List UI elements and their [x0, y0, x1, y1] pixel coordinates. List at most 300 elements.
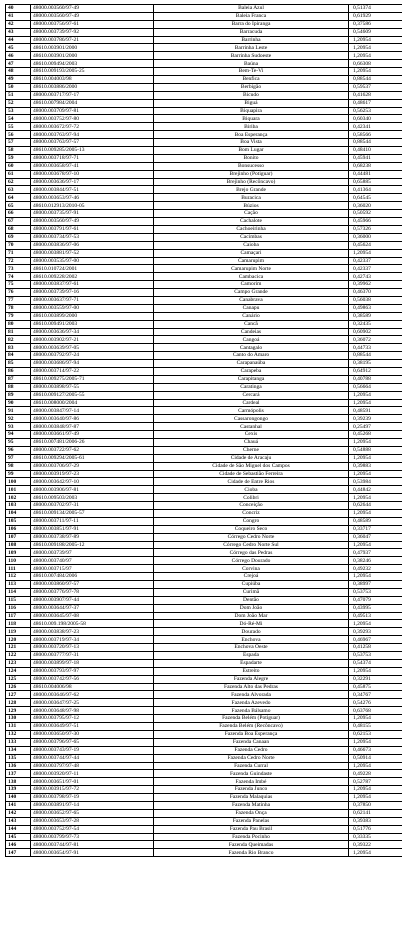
table-row [6, 438, 402, 446]
field-name-cell: Córrego das Pedras [154, 549, 349, 557]
row-number-cell: 85 [6, 360, 31, 368]
process-number-cell: 48000.003717/97-17 [31, 91, 154, 99]
table-row [6, 667, 402, 675]
table-row [6, 367, 402, 375]
table-row [6, 147, 402, 155]
process-number-cell: 48610.003901/2000 [31, 52, 154, 60]
process-number-cell: 48000.003718/97-71 [31, 154, 154, 162]
factor-value-cell: 0,42337 [349, 257, 402, 265]
table-row [6, 794, 402, 802]
row-number-cell: 66 [6, 210, 31, 218]
table-row [6, 841, 402, 849]
table-row [6, 52, 402, 60]
row-number-cell: 110 [6, 557, 31, 565]
row-number-cell: 130 [6, 715, 31, 723]
table-row [6, 620, 402, 628]
field-name-cell: Cidade de Entre Rios [154, 478, 349, 486]
table-row [6, 123, 402, 131]
process-number-cell: 48000.003702/97-31 [31, 502, 154, 510]
table-row [6, 186, 402, 194]
field-name-cell: Benfica [154, 76, 349, 84]
process-number-cell: 48000.003891/97-14 [31, 801, 154, 809]
process-number-cell: 48000.003763/97-94 [31, 131, 154, 139]
factor-value-cell: 1,20954 [349, 391, 402, 399]
field-name-cell: Cachalote [154, 218, 349, 226]
row-number-cell: 121 [6, 644, 31, 652]
row-number-cell: 135 [6, 754, 31, 762]
field-name-cell: Cachoeirinha [154, 225, 349, 233]
factor-value-cell: 1,20954 [349, 52, 402, 60]
table-row [6, 273, 402, 281]
row-number-cell: 46 [6, 52, 31, 60]
document-page [5, 4, 397, 857]
process-number-cell: 48000.003919/97-23 [31, 470, 154, 478]
field-name-cell: Bonsucesso [154, 162, 349, 170]
field-name-cell: Enchova [154, 636, 349, 644]
process-number-cell: 48000.003711/97-11 [31, 517, 154, 525]
row-number-cell: 57 [6, 139, 31, 147]
process-number-cell: 48000.003735/97-91 [31, 210, 154, 218]
table-row [6, 178, 402, 186]
factor-value-cell: 0,54888 [349, 446, 402, 454]
table-row [6, 486, 402, 494]
factor-value-cell: 0,39293 [349, 628, 402, 636]
process-number-cell: 48000.003847/97-14 [31, 407, 154, 415]
factor-value-cell: 1,20954 [349, 494, 402, 502]
factor-value-cell: 0,38195 [349, 360, 402, 368]
row-number-cell: 92 [6, 415, 31, 423]
factor-value-cell: 1,20954 [349, 541, 402, 549]
table-row [6, 541, 402, 549]
factor-value-cell: 0,49232 [349, 565, 402, 573]
factor-value-cell: 0,62153 [349, 730, 402, 738]
process-number-cell: 48000.003636/97-17 [31, 178, 154, 186]
field-name-cell: Concriz [154, 510, 349, 518]
process-number-cell: 48000.003744/97-44 [31, 754, 154, 762]
table-row [6, 344, 402, 352]
process-number-cell: 48000.003649/97-51 [31, 723, 154, 731]
process-number-cell: 48000.003646/97-62 [31, 691, 154, 699]
table-row [6, 683, 402, 691]
field-name-cell: Canabrava [154, 296, 349, 304]
table-row [6, 573, 402, 581]
factor-value-cell: 1,20954 [349, 68, 402, 76]
process-number-cell: 48000.003744/97-81 [31, 841, 154, 849]
field-name-cell: Cardeal [154, 399, 349, 407]
table-row [6, 565, 402, 573]
row-number-cell: 49 [6, 76, 31, 84]
table-row [6, 170, 402, 178]
table-row [6, 20, 402, 28]
table-row [6, 652, 402, 660]
process-number-cell: 48000.003642/97-10 [31, 478, 154, 486]
factor-value-cell: 0,38246 [349, 557, 402, 565]
table-row [6, 5, 402, 13]
process-number-cell: 48000.003719/97-34 [31, 636, 154, 644]
field-name-cell: Boa Esperança [154, 131, 349, 139]
factor-value-cell: 0,51776 [349, 825, 402, 833]
process-number-cell: 48000.003906/97-81 [31, 486, 154, 494]
factor-value-cell: 0,48589 [349, 517, 402, 525]
table-row [6, 628, 402, 636]
field-name-cell: Fazenda Alto das Pedras [154, 683, 349, 691]
process-number-cell: 48000.003650/97-30 [31, 730, 154, 738]
factor-value-cell: 0,39239 [349, 415, 402, 423]
factor-value-cell: 1,20954 [349, 620, 402, 628]
row-number-cell: 45 [6, 44, 31, 52]
row-number-cell: 99 [6, 470, 31, 478]
factor-value-cell: 0,53753 [349, 652, 402, 660]
row-number-cell: 101 [6, 486, 31, 494]
process-number-cell: 48000.003799/97-73 [31, 833, 154, 841]
process-number-cell: 48000.003752/97-54 [31, 825, 154, 833]
field-name-cell: Canário [154, 312, 349, 320]
field-name-cell: Fazenda Bálsamo [154, 707, 349, 715]
process-number-cell: 48000.003560/97-49 [31, 12, 154, 20]
row-number-cell: 53 [6, 107, 31, 115]
row-number-cell: 73 [6, 265, 31, 273]
row-number-cell: 80 [6, 320, 31, 328]
row-number-cell: 63 [6, 186, 31, 194]
field-name-cell: Biguá [154, 99, 349, 107]
row-number-cell: 127 [6, 691, 31, 699]
field-name-cell: Barrinha Sudoeste [154, 52, 349, 60]
process-number-cell: 48610.003901/2000 [31, 44, 154, 52]
factor-value-cell: 1,20954 [349, 715, 402, 723]
field-name-cell: Fazenda Alegre [154, 675, 349, 683]
table-row [6, 139, 402, 147]
table-row [6, 415, 402, 423]
table-row [6, 549, 402, 557]
factor-value-cell: 0,45875 [349, 683, 402, 691]
process-number-cell: 48610.009275/2005-71 [31, 375, 154, 383]
table-row [6, 225, 402, 233]
factor-value-cell: 1,20954 [349, 399, 402, 407]
process-number-cell: 48000.003792/97-24 [31, 352, 154, 360]
process-number-cell: 48610.009.198/2005-58 [31, 620, 154, 628]
row-number-cell: 81 [6, 328, 31, 336]
field-name-cell: Crejoá [154, 573, 349, 581]
process-number-cell: 48000.003776/97-78 [31, 588, 154, 596]
row-number-cell: 77 [6, 296, 31, 304]
process-number-cell: 48000.003796/97-65 [31, 738, 154, 746]
process-number-cell: 48000.003652/97-65 [31, 809, 154, 817]
factor-value-cell: 0,45624 [349, 241, 402, 249]
process-number-cell: 48000.003653/97-28 [31, 817, 154, 825]
field-name-cell: Camorim [154, 281, 349, 289]
table-row [6, 407, 402, 415]
process-number-cell: 48000.003654/97-91 [31, 849, 154, 857]
process-number-cell: 48000.003720/97-13 [31, 644, 154, 652]
table-row [6, 738, 402, 746]
row-number-cell: 69 [6, 233, 31, 241]
table-row [6, 762, 402, 770]
row-number-cell: 145 [6, 833, 31, 841]
row-number-cell: 125 [6, 675, 31, 683]
row-number-cell: 109 [6, 549, 31, 557]
field-name-cell: Barracuda [154, 28, 349, 36]
table-row [6, 241, 402, 249]
process-number-cell: 48000.003838/97-23 [31, 628, 154, 636]
row-number-cell: 138 [6, 778, 31, 786]
factor-value-cell: 0,88544 [349, 352, 402, 360]
field-name-cell: Chauá [154, 438, 349, 446]
field-name-cell: Bicudo [154, 91, 349, 99]
process-number-cell: 48000.003686/97-94 [31, 360, 154, 368]
process-number-cell: 48000.003836/97-06 [31, 241, 154, 249]
field-name-cell: Fazenda Malaquias [154, 794, 349, 802]
field-name-cell: Cexis [154, 431, 349, 439]
factor-value-cell: 0,45268 [349, 431, 402, 439]
factor-value-cell: 0,41628 [349, 91, 402, 99]
process-number-cell: 48610.009491/2003 [31, 320, 154, 328]
row-number-cell: 56 [6, 131, 31, 139]
field-name-cell: Berbigão [154, 83, 349, 91]
factor-value-cell: 1,20954 [349, 762, 402, 770]
field-name-cell: Fazenda Belém (Recôncavo) [154, 723, 349, 731]
field-name-cell: Córrego Cedro Norte [154, 533, 349, 541]
field-name-cell: Buracica [154, 194, 349, 202]
field-name-cell: Cidade de Sebastião Ferreira [154, 470, 349, 478]
factor-value-cell: 0,59537 [349, 83, 402, 91]
table-row [6, 60, 402, 68]
table-row [6, 494, 402, 502]
field-name-cell: Búzios [154, 202, 349, 210]
row-number-cell: 78 [6, 304, 31, 312]
table-row [6, 99, 402, 107]
row-number-cell: 126 [6, 683, 31, 691]
process-number-cell: 48610.009228/2002 [31, 273, 154, 281]
row-number-cell: 147 [6, 849, 31, 857]
table-row [6, 131, 402, 139]
row-number-cell: 64 [6, 194, 31, 202]
factor-value-cell: 0,57326 [349, 225, 402, 233]
table-row [6, 233, 402, 241]
factor-value-cell: 0,43995 [349, 604, 402, 612]
row-number-cell: 112 [6, 573, 31, 581]
row-number-cell: 107 [6, 533, 31, 541]
field-name-cell: Espadarte [154, 659, 349, 667]
row-number-cell: 52 [6, 99, 31, 107]
row-number-cell: 117 [6, 612, 31, 620]
table-row [6, 786, 402, 794]
field-name-cell: Camarupim [154, 257, 349, 265]
process-number-cell: 48000.003706/97-29 [31, 462, 154, 470]
row-number-cell: 133 [6, 738, 31, 746]
field-name-cell: Carmópolis [154, 407, 349, 415]
row-number-cell: 93 [6, 423, 31, 431]
process-number-cell: 48000.003860/97-57 [31, 581, 154, 589]
process-number-cell: 48000.003743/97-19 [31, 746, 154, 754]
row-number-cell: 143 [6, 817, 31, 825]
process-number-cell: 48000.003777/97-31 [31, 652, 154, 660]
table-row [6, 210, 402, 218]
row-number-cell: 137 [6, 770, 31, 778]
table-row [6, 36, 402, 44]
field-name-cell: Colibri [154, 494, 349, 502]
table-row [6, 801, 402, 809]
factor-value-cell: 1,20954 [349, 573, 402, 581]
factor-value-cell: 0,54276 [349, 699, 402, 707]
field-name-cell: Baleia Azul [154, 5, 349, 13]
factor-value-cell: 0,50592 [349, 210, 402, 218]
field-name-cell: Dó-Ré-Mi [154, 620, 349, 628]
factor-value-cell: 0,33717 [349, 525, 402, 533]
table-row [6, 525, 402, 533]
row-number-cell: 96 [6, 446, 31, 454]
process-number-cell: 48610.009285/2005-13 [31, 147, 154, 155]
field-name-cell: Dom João Mar [154, 612, 349, 620]
row-number-cell: 111 [6, 565, 31, 573]
process-number-cell: 48000.003637/97-71 [31, 296, 154, 304]
table-row [6, 320, 402, 328]
factor-value-cell: 0,25497 [349, 423, 402, 431]
table-row [6, 636, 402, 644]
field-name-cell: Córrego Cedro Norte Sul [154, 541, 349, 549]
factor-value-cell: 0,44481 [349, 170, 402, 178]
table-row [6, 581, 402, 589]
factor-value-cell: 0,36020 [349, 202, 402, 210]
table-row [6, 502, 402, 510]
factor-value-cell: 1,20954 [349, 510, 402, 518]
table-row [6, 691, 402, 699]
process-number-cell: 48000.003709/97-81 [31, 107, 154, 115]
field-name-cell: Fazenda Queimadas [154, 841, 349, 849]
table-row [6, 825, 402, 833]
factor-value-cell: 1,20954 [349, 44, 402, 52]
table-row [6, 202, 402, 210]
table-row [6, 699, 402, 707]
field-name-cell: Fazenda Imbé [154, 778, 349, 786]
field-name-cell: Cercará [154, 391, 349, 399]
factor-value-cell: 0,49228 [349, 770, 402, 778]
field-name-cell: Fazenda Rio Branco [154, 849, 349, 857]
field-name-cell: Biquara [154, 115, 349, 123]
field-name-cell: Cioba [154, 486, 349, 494]
process-number-cell: 48000.003851/97-91 [31, 525, 154, 533]
factor-value-cell: 0,60340 [349, 115, 402, 123]
factor-value-cell: 0,34767 [349, 691, 402, 699]
row-number-cell: 83 [6, 344, 31, 352]
table-row [6, 612, 402, 620]
field-name-cell: Canapu [154, 304, 349, 312]
table-row [6, 644, 402, 652]
row-number-cell: 42 [6, 20, 31, 28]
process-number-cell: 48610.009193/2005-25 [31, 68, 154, 76]
row-number-cell: 140 [6, 794, 31, 802]
process-number-cell: 48000.003837/97-61 [31, 281, 154, 289]
factor-value-cell: 0,33335 [349, 833, 402, 841]
process-number-cell: 48000.003645/97-08 [31, 612, 154, 620]
factor-value-cell: 0,53753 [349, 588, 402, 596]
table-row [6, 770, 402, 778]
field-name-cell: Fazenda Pau Brasil [154, 825, 349, 833]
process-number-cell: 48610.007484/2006 [31, 573, 154, 581]
process-number-cell: 48000.003739/97-92 [31, 28, 154, 36]
factor-value-cell: 1,20954 [349, 667, 402, 675]
factor-value-cell: 0,50914 [349, 754, 402, 762]
row-number-cell: 61 [6, 170, 31, 178]
table-row [6, 281, 402, 289]
table-row [6, 257, 402, 265]
process-number-cell: 48000.003848/97-87 [31, 423, 154, 431]
field-name-cell: Biriba [154, 123, 349, 131]
factor-value-cell: 0,42743 [349, 273, 402, 281]
factor-value-cell: 0,64545 [349, 194, 402, 202]
factor-value-cell: 0,46370 [349, 289, 402, 297]
table-row [6, 557, 402, 565]
table-row [6, 596, 402, 604]
factor-value-cell: 0,44733 [349, 344, 402, 352]
field-name-cell: Brejo Grande [154, 186, 349, 194]
table-row [6, 517, 402, 525]
row-number-cell: 84 [6, 352, 31, 360]
factor-value-cell: 0,38589 [349, 312, 402, 320]
table-row [6, 446, 402, 454]
field-name-cell: Boa Vista [154, 139, 349, 147]
row-number-cell: 60 [6, 162, 31, 170]
process-number-cell: 48000.003791/97-61 [31, 225, 154, 233]
row-number-cell: 105 [6, 517, 31, 525]
row-number-cell: 102 [6, 494, 31, 502]
fields-table [5, 4, 402, 857]
process-number-cell: 48000.003647/97-25 [31, 699, 154, 707]
process-number-cell: 48610.009494/2003 [31, 60, 154, 68]
table-row [6, 383, 402, 391]
factor-value-cell: 0,49863 [349, 304, 402, 312]
process-number-cell: 48000.003653/97-46 [31, 194, 154, 202]
field-name-cell: Espada [154, 652, 349, 660]
row-number-cell: 74 [6, 273, 31, 281]
row-number-cell: 136 [6, 762, 31, 770]
row-number-cell: 87 [6, 375, 31, 383]
field-name-cell: Corvina [154, 565, 349, 573]
factor-value-cell: 0,37586 [349, 20, 402, 28]
field-name-cell: Biquapira [154, 107, 349, 115]
row-number-cell: 50 [6, 83, 31, 91]
row-number-cell: 44 [6, 36, 31, 44]
table-row [6, 312, 402, 320]
process-number-cell: 48000.003739/97 [31, 549, 154, 557]
process-number-cell: 48000.003902/97-21 [31, 336, 154, 344]
factor-value-cell: 0,36047 [349, 533, 402, 541]
process-number-cell: 48000.003658/97-41 [31, 162, 154, 170]
row-number-cell: 90 [6, 399, 31, 407]
field-name-cell: Fazenda Guindaste [154, 770, 349, 778]
row-number-cell: 106 [6, 525, 31, 533]
process-number-cell: 48000.003636/97-34 [31, 328, 154, 336]
factor-value-cell: 1,20954 [349, 438, 402, 446]
factor-value-cell: 0,32435 [349, 320, 402, 328]
field-name-cell: Enchova Oeste [154, 644, 349, 652]
process-number-cell: 48000.003795/97-12 [31, 715, 154, 723]
table-row [6, 336, 402, 344]
process-number-cell: 48000.003915/97-72 [31, 786, 154, 794]
row-number-cell: 70 [6, 241, 31, 249]
factor-value-cell: 0,36000 [349, 233, 402, 241]
factor-value-cell: 0,47937 [349, 549, 402, 557]
process-number-cell: 48000.003898/97-55 [31, 383, 154, 391]
process-number-cell: 48000.003560/97-49 [31, 5, 154, 13]
table-row [6, 289, 402, 297]
process-number-cell: 48610.010724/2001 [31, 265, 154, 273]
table-row [6, 431, 402, 439]
field-name-cell: Cupiúba [154, 581, 349, 589]
factor-value-cell: 0,56664 [349, 383, 402, 391]
field-name-cell: Cassarongongo [154, 415, 349, 423]
process-number-cell: 48000.003560/97-49 [31, 218, 154, 226]
factor-value-cell: 0,56253 [349, 107, 402, 115]
